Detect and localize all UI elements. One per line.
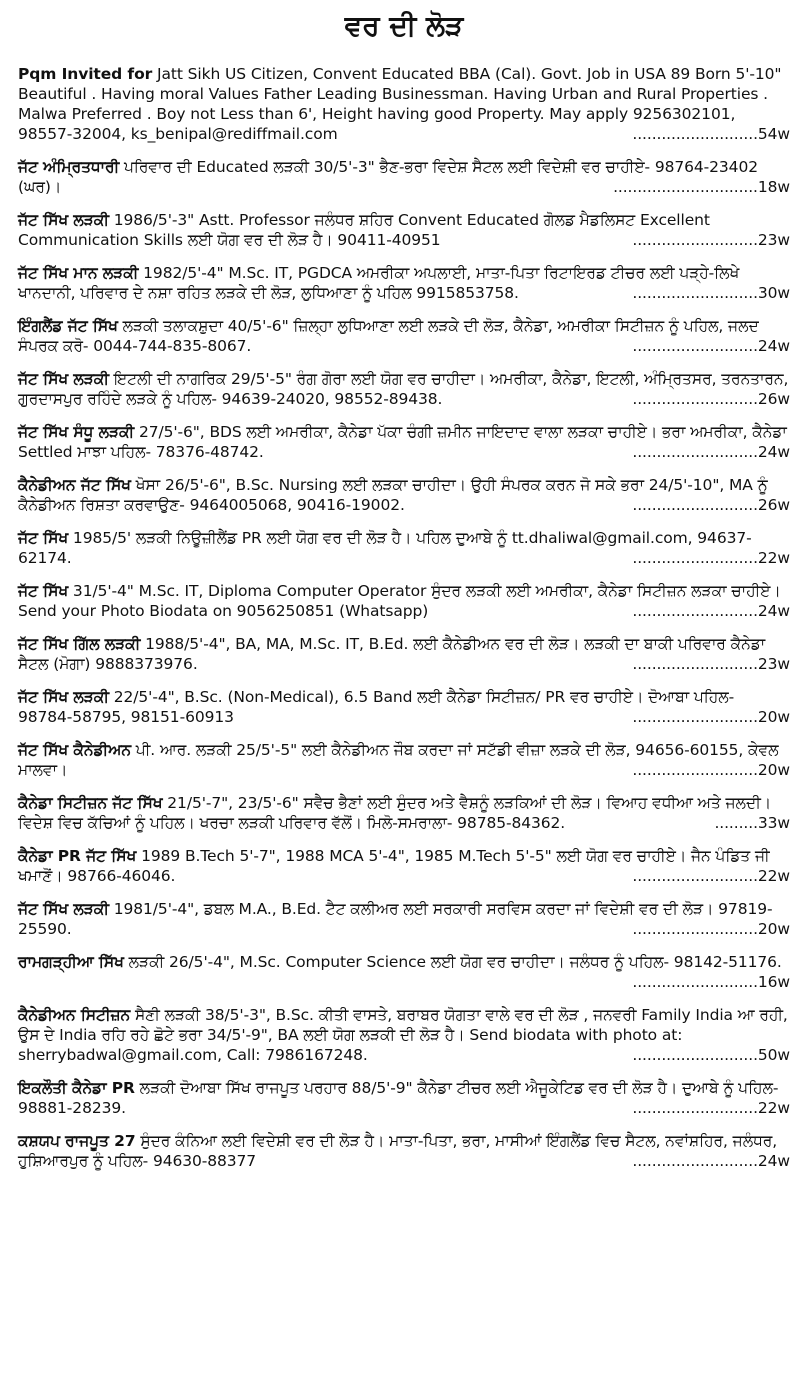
ad-word-count: ..........................20w	[632, 920, 790, 938]
ad-lead: Pqm Invited for	[18, 65, 153, 83]
ad-lead: ਕੈਨੇਡੀਅਨ ਜੱਟ ਸਿੱਖ	[18, 476, 131, 494]
ad-lead: ਜੱਟ ਸਿੱਖ ਲੜਕੀ	[18, 900, 109, 918]
ad-word-count: ..........................16w	[632, 973, 790, 991]
ad-body: ਪਰਿਵਾਰ ਦੀ Educated ਲੜਕੀ 30/5'-3" ਭੈਣ-ਭਰਾ ਵਿਦੇਸ਼ ਸੈਟਲ ਲਈ ਵਿਦੇਸ਼ੀ ਵਰ ਚਾਹੀਏ- 98764-23402 (ਘਰ)।	[18, 158, 758, 196]
ad-body: 1988/5'-4", BA, MA, M.Sc. IT, B.Ed. ਲਈ ਕੈਨੇਡੀਅਨ ਵਰ ਦੀ ਲੋੜ। ਲੜਕੀ ਦਾ ਬਾਕੀ ਪਰਿਵਾਰ ਕੈਨੇਡਾ ਸੈਟਲ (ਮੋਗਾ) 9888373976.	[18, 635, 766, 673]
ad-word-count: ..........................24w	[632, 1152, 790, 1170]
ad-lead: ਕੈਨੇਡਾ PR ਜੱਟ ਸਿੱਖ	[18, 847, 137, 865]
ad-body: ਖੋਸਾ 26/5'-6", B.Sc. Nursing ਲਈ ਲੜਕਾ ਚਾਹੀਦਾ। ਉਹੀ ਸੰਪਰਕ ਕਰਨ ਜੋ ਸਕੇ ਭਰਾ 24/5'-10", MA ਨੂੰ ਕੈਨੇਡੀਅਨ ਰਿਸ਼ਤਾ ਕਰਵਾਉਣ- 9464005068, 90416-19002.	[18, 476, 768, 514]
ad-word-count: ..........................20w	[632, 708, 790, 726]
ad-item	[18, 210, 790, 250]
ad-word-count: ..........................22w	[632, 549, 790, 567]
ad-list	[18, 64, 790, 1171]
ad-body: 31/5'-4" M.Sc. IT, Diploma Computer Operator ਸੁੰਦਰ ਲੜਕੀ ਲਈ ਅਮਰੀਕਾ, ਕੈਨੇਡਾ ਸਿਟੀਜ਼ਨ ਲੜਕਾ ਚਾਹੀਏ। Send your Photo Biodata on 9056250851 (Whatsapp)	[18, 582, 781, 620]
ad-lead: ਜੱਟ ਸਿੱਖ ਲੜਕੀ	[18, 370, 109, 388]
ad-word-count: ..........................26w	[632, 496, 790, 514]
ad-lead: ਇੰਗਲੈਂਡ ਜੱਟ ਸਿੱਖ	[18, 317, 118, 335]
ad-item	[18, 422, 790, 462]
ad-body: 27/5'-6", BDS ਲਈ ਅਮਰੀਕਾ, ਕੈਨੇਡਾ ਪੱਕਾ ਚੰਗੀ ਜ਼ਮੀਨ ਜਾਇਦਾਦ ਵਾਲਾ ਲੜਕਾ ਚਾਹੀਏ। ਭਰਾ ਅਮਰੀਕਾ, ਕੈਨੇਡਾ Settled ਮਾਝਾ ਪਹਿਲ- 78376-48742.	[18, 423, 787, 461]
ad-word-count: ..........................22w	[632, 867, 790, 885]
ad-body: 1982/5'-4" M.Sc. IT, PGDCA ਅਮਰੀਕਾ ਅਪਲਾਈ, ਮਾਤਾ-ਪਿਤਾ ਰਿਟਾਇਰਡ ਟੀਚਰ ਲਈ ਪੜ੍ਹੇ-ਲਿਖੇ ਖਾਨਦਾਨੀ, ਪਰਿਵਾਰ ਦੇ ਨਸ਼ਾ ਰਹਿਤ ਲੜਕੇ ਦੀ ਲੋੜ, ਲੁਧਿਆਣਾ ਨੂੰ ਪਹਿਲ 9915853758.	[18, 264, 740, 302]
ad-body: ਸੁੰਦਰ ਕੰਨਿਆ ਲਈ ਵਿਦੇਸ਼ੀ ਵਰ ਦੀ ਲੋੜ ਹੈ। ਮਾਤਾ-ਪਿਤਾ, ਭਰਾ, ਮਾਸੀਆਂ ਇੰਗਲੈਂਡ ਵਿਚ ਸੈਟਲ, ਨਵਾਂਸ਼ਹਿਰ, ਜਲੰਧਰ, ਹੁਸ਼ਿਆਰਪੁਰ ਨੂੰ ਪਹਿਲ- 94630-88377	[18, 1132, 778, 1170]
ad-body: ਇਟਲੀ ਦੀ ਨਾਗਰਿਕ 29/5'-5" ਰੰਗ ਗੋਰਾ ਲਈ ਯੋਗ ਵਰ ਚਾਹੀਦਾ। ਅਮਰੀਕਾ, ਕੈਨੇਡਾ, ਇਟਲੀ, ਅੰਮ੍ਰਿਤਸਰ, ਤਰਨਤਾਰਨ, ਗੁਰਦਾਸਪੁਰ ਰਹਿੰਦੇ ਲੜਕੇ ਨੂੰ ਪਹਿਲ- 94639-24020, 98552-89438.	[18, 370, 789, 408]
ad-lead: ਇਕਲੌਤੀ ਕੈਨੇਡਾ PR	[18, 1079, 135, 1097]
ad-word-count: ..........................26w	[632, 390, 790, 408]
ad-body: ਲੜਕੀ ਦੋਆਬਾ ਸਿੱਖ ਰਾਜਪੂਤ ਪਰਹਾਰ 88/5'-9" ਕੈਨੇਡਾ ਟੀਚਰ ਲਈ ਐਜੂਕੇਟਿਡ ਵਰ ਦੀ ਲੋੜ ਹੈ। ਦੁਆਬੇ ਨੂੰ ਪਹਿਲ- 98881-28239.	[18, 1079, 779, 1117]
ad-lead: ਜੱਟ ਸਿੱਖ ਲੜਕੀ	[18, 688, 109, 706]
ad-body: ਪੀ. ਆਰ. ਲੜਕੀ 25/5'-5" ਲਈ ਕੈਨੇਡੀਅਨ ਜੌਬ ਕਰਦਾ ਜਾਂ ਸਟੱਡੀ ਵੀਜ਼ਾ ਲੜਕੇ ਦੀ ਲੋੜ, 94656-60155, ਕੇਵਲ ਮਾਲਵਾ।	[18, 741, 779, 779]
ad-word-count: ..........................24w	[632, 602, 790, 620]
ad-body: Jatt Sikh US Citizen, Convent Educated BBA (Cal). Govt. Job in USA 89 Born 5'-10" Beautiful . Having moral Values Father Leading Businessman. Having Urban and Rural Properties . Malwa Preferred . Boy not Less than 6', Height having good Property. May apply 9256302101, 98557-32004, ks_benipal@rediffmail.com	[18, 65, 782, 143]
ad-word-count: ..........................24w	[632, 337, 790, 355]
ad-lead: ਜੱਟ ਸਿੱਖ ਕੈਨੇਡੀਅਨ	[18, 741, 131, 759]
ad-lead: ਜੱਟ ਸਿੱਖ	[18, 582, 69, 600]
ad-item	[18, 899, 790, 939]
ad-body: 1986/5'-3" Astt. Professor ਜਲੰਧਰ ਸ਼ਹਿਰ Convent Educated ਗੋਲਡ ਮੈਡਲਿਸਟ Excellent Communication Skills ਲਈ ਯੋਗ ਵਰ ਦੀ ਲੋੜ ਹੈ। 90411-40951	[18, 211, 710, 249]
ad-item	[18, 64, 790, 144]
ad-lead: ਜੱਟ ਸਿੱਖ ਮਾਨ ਲੜਕੀ	[18, 264, 139, 282]
ad-word-count: ..........................22w	[632, 1099, 790, 1117]
ad-lead: ਕੈਨੇਡੀਅਨ ਸਿਟੀਜ਼ਨ	[18, 1006, 131, 1024]
ad-body: 21/5'-7", 23/5'-6" ਸਵੈਚ ਭੈਣਾਂ ਲਈ ਸੁੰਦਰ ਅਤੇ ਵੈਸ਼ਨੂੰ ਲੜਕਿਆਂ ਦੀ ਲੋੜ। ਵਿਆਹ ਵਧੀਆ ਅਤੇ ਜਲਦੀ। ਵਿਦੇਸ਼ ਵਿਚ ਕੱਚਿਆਂ ਨੂੰ ਪਹਿਲ। ਖਰਚਾ ਲੜਕੀ ਪਰਿਵਾਰ ਵੱਲੋਂ। ਮਿਲੋ-ਸਮਰਾਲਾ- 98785-84362.	[18, 794, 772, 832]
ad-item	[18, 740, 790, 780]
ad-item	[18, 1078, 790, 1118]
ad-lead: ਜੱਟ ਸਿੱਖ ਸੰਧੂ ਲੜਕੀ	[18, 423, 135, 441]
ad-item	[18, 157, 790, 197]
ad-item	[18, 316, 790, 356]
ad-word-count: ..........................24w	[632, 443, 790, 461]
ad-word-count: ..........................23w	[632, 655, 790, 673]
ad-word-count: ..........................30w	[632, 284, 790, 302]
ad-word-count: ..........................23w	[632, 231, 790, 249]
ad-item	[18, 687, 790, 727]
ad-item	[18, 952, 790, 992]
ad-item	[18, 475, 790, 515]
ad-item	[18, 369, 790, 409]
ad-word-count: ..........................20w	[632, 761, 790, 779]
ad-item	[18, 528, 790, 568]
ad-item	[18, 263, 790, 303]
ad-body: 1989 B.Tech 5'-7", 1988 MCA 5'-4", 1985 M.Tech 5'-5" ਲਈ ਯੋਗ ਵਰ ਚਾਹੀਏ। ਜੈਨ ਪੰਡਿਤ ਜੀ ਖਮਾਣੋਂ। 98766-46046.	[18, 847, 770, 885]
ad-word-count: .........33w	[714, 814, 790, 832]
ad-lead: ਕਸ਼ਯਪ ਰਾਜਪੂਤ 27	[18, 1132, 136, 1150]
ad-word-count: ..........................50w	[632, 1046, 790, 1064]
ad-lead: ਕੈਨੇਡਾ ਸਿਟੀਜ਼ਨ ਜੱਟ ਸਿੱਖ	[18, 794, 163, 812]
ad-lead: ਜੱਟ ਸਿੱਖ	[18, 529, 69, 547]
page-title: ਵਰ ਦੀ ਲੋੜ	[344, 9, 464, 42]
ad-item	[18, 1005, 790, 1065]
ad-lead: ਜੱਟ ਅੰਮ੍ਰਿਤਧਾਰੀ	[18, 158, 120, 176]
ad-item	[18, 581, 790, 621]
ad-lead: ਜੱਟ ਸਿੱਖ ਲੜਕੀ	[18, 211, 109, 229]
ad-item	[18, 846, 790, 886]
ad-body: 1985/5' ਲੜਕੀ ਨਿਊਜ਼ੀਲੈਂਡ PR ਲਈ ਯੋਗ ਵਰ ਦੀ ਲੋੜ ਹੈ। ਪਹਿਲ ਦੁਆਬੇ ਨੂੰ tt.dhaliwal@gmail.com, 94637-62174.	[18, 529, 752, 567]
ad-item	[18, 634, 790, 674]
ad-word-count: ..........................54w	[632, 125, 790, 143]
ad-body: 1981/5'-4", ਡਬਲ M.A., B.Ed. ਟੈਟ ਕਲੀਅਰ ਲਈ ਸਰਕਾਰੀ ਸਰਵਿਸ ਕਰਦਾ ਜਾਂ ਵਿਦੇਸ਼ੀ ਵਰ ਦੀ ਲੋੜ। 97819-25590.	[18, 900, 773, 938]
ad-body: 22/5'-4", B.Sc. (Non-Medical), 6.5 Band ਲਈ ਕੈਨੇਡਾ ਸਿਟੀਜ਼ਨ/ PR ਵਰ ਚਾਹੀਏ। ਦੋਆਬਾ ਪਹਿਲ- 98784-58795, 98151-60913	[18, 688, 735, 726]
ad-lead: ਜੱਟ ਸਿੱਖ ਗਿੱਲ ਲੜਕੀ	[18, 635, 141, 653]
ad-body: ਸੈਣੀ ਲੜਕੀ 38/5'-3", B.Sc. ਕੀਤੀ ਵਾਸਤੇ, ਬਰਾਬਰ ਯੋਗਤਾ ਵਾਲੇ ਵਰ ਦੀ ਲੋੜ , ਜਨਵਰੀ Family India ਆ ਰਹੀ, ਉਸ ਦੇ India ਰਹਿ ਰਹੇ ਛੋਟੇ ਭਰਾ 34/5'-9", BA ਲਈ ਯੋਗ ਲੜਕੀ ਦੀ ਲੋੜ ਹੈ। Send biodata with photo at: sherrybadwal@gmail.com, Call: 7986167248.	[18, 1006, 788, 1064]
ad-item	[18, 1131, 790, 1171]
ad-body: ਲੜਕੀ 26/5'-4", M.Sc. Computer Science ਲਈ ਯੋਗ ਵਰ ਚਾਹੀਦਾ। ਜਲੰਧਰ ਨੂੰ ਪਹਿਲ- 98142-51176.	[123, 953, 782, 971]
ad-body: ਲੜਕੀ ਤਲਾਕਸ਼ੁਦਾ 40/5'-6" ਜ਼ਿਲ੍ਹਾ ਲੁਧਿਆਣਾ ਲਈ ਲੜਕੇ ਦੀ ਲੋੜ, ਕੈਨੇਡਾ, ਅਮਰੀਕਾ ਸਿਟੀਜ਼ਨ ਨੂੰ ਪਹਿਲ, ਜਲਦ ਸੰਪਰਕ ਕਰੋ- 0044-744-835-8067.	[18, 317, 759, 355]
ad-word-count: ..............................18w	[613, 178, 790, 196]
ad-lead: ਰਾਮਗੜ੍ਹੀਆ ਸਿੱਖ	[18, 953, 124, 971]
ad-item	[18, 793, 790, 833]
